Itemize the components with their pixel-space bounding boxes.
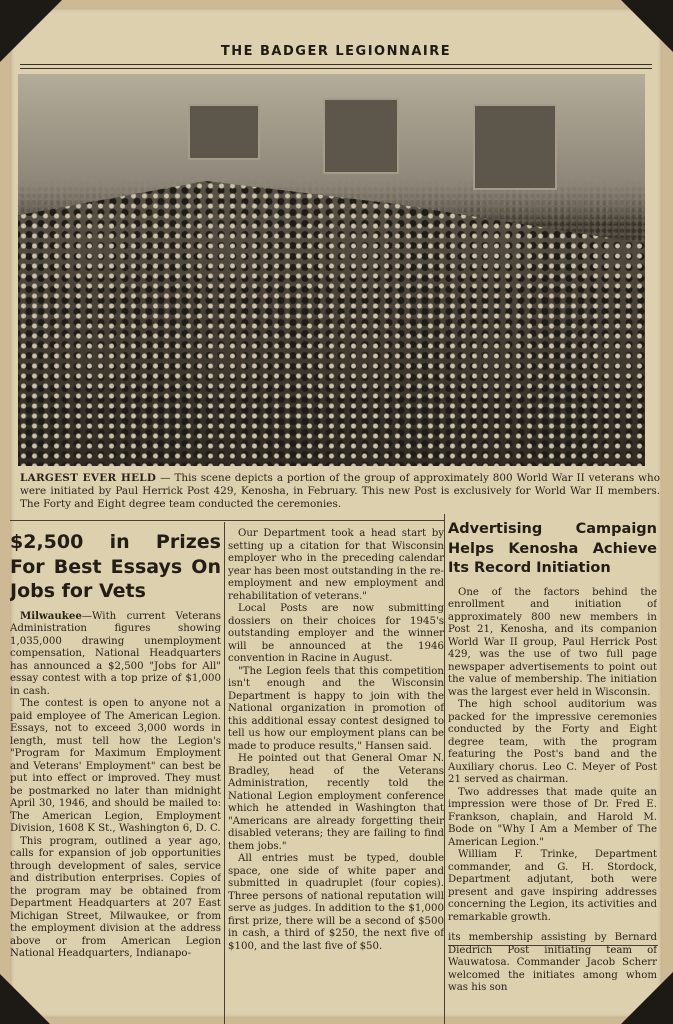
article-essay-contest-continued xyxy=(228,528,444,1024)
paragraph xyxy=(10,610,221,699)
photo-corner-mount xyxy=(0,0,62,62)
paragraph-text: —With current Veterans Administration figures showing 1,035,000 drawing unemployment compensation, National Headquarters has announced a $2,500 "Jobs for All" essay contest with a top prize of $1,000 in cash. xyxy=(10,610,221,697)
headline-essay-contest: $2,500 in Prizes For Best Essays On Jobs for Vets xyxy=(10,531,221,602)
masthead: THE BADGER LEGIONNAIRE xyxy=(220,44,452,59)
headline-advertising-campaign: Advertising Campaign Helps Kenosha Achieve Its Record Initiation xyxy=(448,521,657,576)
photo-corner-mount xyxy=(621,972,673,1024)
paragraph: He pointed out that General Omar N. Bradley, head of the Veterans Administration, recently told the National Legion employment conference which he attended in Washington that "Americans are already forgetting their disabled veterans; they are failing to find them jobs." xyxy=(228,753,444,852)
paragraph: This program, outlined a year ago, calls for expansion of job opportunities through development of sales, service and distribution enterprises. Copies of the program may be obtained from Department Headquarters at 207 East Michigan Street, Milwaukee, or from the employment division at the address above or from American Legion National Headquarters, Indianapo- xyxy=(10,835,221,959)
column-rule xyxy=(444,514,445,1024)
paragraph: Local Posts are now submitting dossiers on their choices for 1945's outstanding employer and the winner will be announced at the 1946 convention in Racine in August. xyxy=(228,603,444,664)
column-rule xyxy=(224,522,225,1024)
photograph-auditorium-crowd xyxy=(18,74,645,466)
dateline: Milwaukee xyxy=(20,609,82,622)
caption-text: — This scene depicts a portion of the group of approximately 800 World War II veterans who were initiated by Paul Herrick Post 429, Kenosha, in February. This new Post is exclusively for World War II members. The Forty and Eight degree team conducted the ceremonies. xyxy=(20,472,660,511)
masthead-rule-2 xyxy=(20,68,652,69)
paragraph: One of the factors behind the enrollment and initiation of approximately 800 new members in Post 21, Kenosha, and its companion World War II group, Paul Herrick Post 429, was the use of two full page newspaper advertisements to point out the value of membership. The initiation was the largest ever held in Wisconsin. xyxy=(448,586,657,698)
photo-window xyxy=(323,98,399,174)
paragraph: All entries must be typed, double space, one side of white paper and submitted in quadruplet (four copies). Three persons of national reputation will serve as judges. In addition to the $1,000 first prize, there will be a second of $500 in cash, a third of $250, the next five of $100, and the last five of $50. xyxy=(228,853,444,952)
photo-corner-mount xyxy=(0,974,50,1024)
paragraph: William F. Trinke, Department commander, and G. H. Stordock, Department adjutant, both were present and gave inspiring addresses concerning the Legion, its activities and remarkable growth. xyxy=(448,849,657,923)
paragraph: Two addresses that made quite an impression were those of Dr. Fred E. Frankson, chaplain, and Harold M. Bode on "Why I Am a Member of The American Legion." xyxy=(448,786,657,848)
paragraph: The high school auditorium was packed for the impressive ceremonies conducted by the Forty and Eight degree team, with the program featuring the Post's band and the Auxiliary chorus. Leo C. Meyer of Post 21 served as chairman. xyxy=(448,699,657,785)
section-rule xyxy=(10,520,444,521)
article-advertising-campaign xyxy=(448,520,657,1024)
paragraph: its membership assisting by Bernard Diedrich Post initiating team of Wauwatosa. Commander Jacob Scherr welcomed the initiates among whom was his son xyxy=(448,932,657,993)
article-essay-contest xyxy=(10,530,221,1024)
photo-window xyxy=(188,104,260,160)
paragraph: The contest is open to anyone not a paid employee of The American Legion. Essays, not to exceed 3,000 words in length, must tell how the Legion's "Program for Maximum Employment and Veterans' Employment" can best be put into effect or improved. They must be postmarked no later than midnight April 30, 1946, and should be mailed to: The American Legion, Employment Division, 1608 K St., Washington 6, D. C. xyxy=(10,698,221,834)
paragraph: Our Department took a head start by setting up a citation for that Wisconsin employer who in the preceding calendar year has been most outstanding in the re-employment and new employment and rehabilitation of veterans." xyxy=(228,528,444,602)
photo-caption xyxy=(20,472,660,512)
photo-window xyxy=(473,104,557,190)
photo-corner-mount xyxy=(621,0,673,52)
paragraph: "The Legion feels that this competition isn't enough and the Wisconsin Department is happy to join with the National organization in promotion of this additional essay contest designed to tell us how our employment plans can be made to produce results," Hansen said. xyxy=(228,665,444,752)
masthead-rule xyxy=(20,64,652,65)
caption-lead: LARGEST EVER HELD xyxy=(20,472,157,484)
